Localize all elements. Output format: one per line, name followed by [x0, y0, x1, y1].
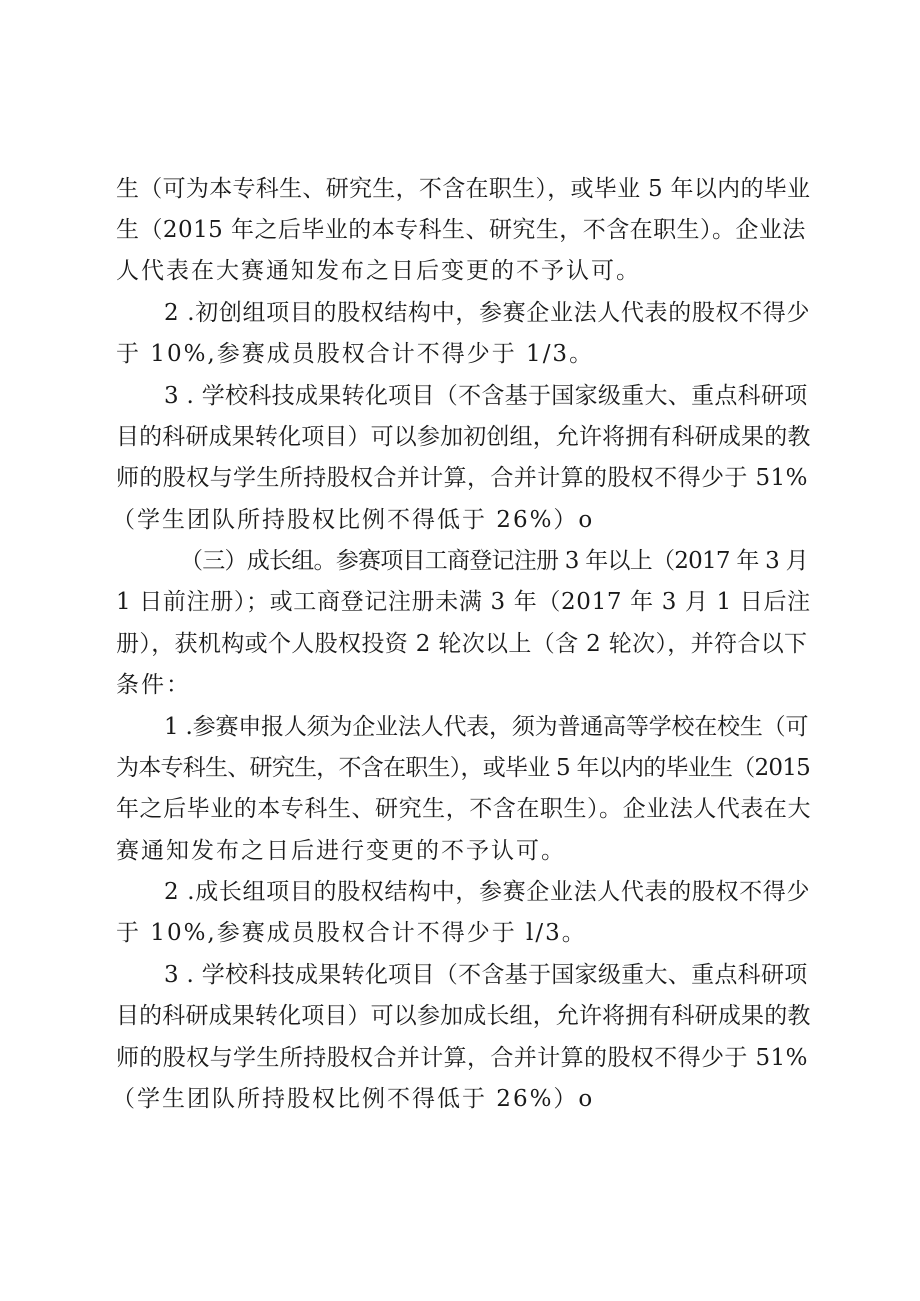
text-line: 3 . 学校科技成果转化项目（不含基于国家级重大、重点科研项 [164, 962, 808, 988]
text-line: 2 .初创组项目的股权结构中，参赛企业法人代表的股权不得少 [164, 300, 811, 326]
text-line: （学生团队所持股权比例不得低于 26%）o [112, 507, 595, 533]
text-line: 师的股权与学生所持股权合并计算，合并计算的股权不得少于 51% [116, 465, 808, 491]
text-line: 2 .成长组项目的股权结构中，参赛企业法人代表的股权不得少 [164, 879, 811, 905]
text-line: 目的科研成果转化项目）可以参加成长组，允许将拥有科研成果的教 [116, 1003, 811, 1029]
text-line: 3 . 学校科技成果转化项目（不含基于国家级重大、重点科研项 [164, 383, 808, 409]
text-line: 1 .参赛申报人须为企业法人代表，须为普通高等学校在校生（可 [164, 714, 809, 740]
text-line: 人代表在大赛通知发布之日后变更的不予认可。 [116, 258, 641, 284]
text-line: 于 10%,参赛成员股权合计不得少于 1/3。 [116, 341, 595, 367]
text-line: 年之后毕业的本专科生、研究生，不含在职生）。企业法人代表在大 [116, 796, 811, 822]
text-line: 赛通知发布之日后进行变更的不予认可。 [116, 838, 566, 864]
text-line: 1 日前注册）；或工商登记注册未满 3 年（2017 年 3 月 1 日后注 [116, 589, 811, 615]
text-line: 目的科研成果转化项目）可以参加初创组，允许将拥有科研成果的教 [116, 424, 811, 450]
text-line: 生（2015 年之后毕业的本专科生、研究生，不含在职生）。企业法 [116, 217, 806, 243]
text-line: （学生团队所持股权比例不得低于 26%）o [112, 1086, 595, 1112]
text-line: 于 10%,参赛成员股权合计不得少于 l/3。 [116, 920, 587, 946]
text-line: 师的股权与学生所持股权合并计算，合并计算的股权不得少于 51% [116, 1045, 808, 1071]
section-heading: （三）成长组。参赛项目工商登记注册 3 年以上（2017 年 3 月 [180, 548, 808, 574]
text-line: 条件： [116, 672, 191, 698]
text-line: 生（可为本专科生、研究生，不含在职生），或毕业 5 年以内的毕业 [116, 176, 811, 202]
text-line: 为本专科生、研究生，不含在职生），或毕业 5 年以内的毕业生（2015 [116, 755, 811, 781]
text-line: 册），获机构或个人股权投资 2 轮次以上（含 2 轮次），并符合以下 [116, 631, 808, 657]
